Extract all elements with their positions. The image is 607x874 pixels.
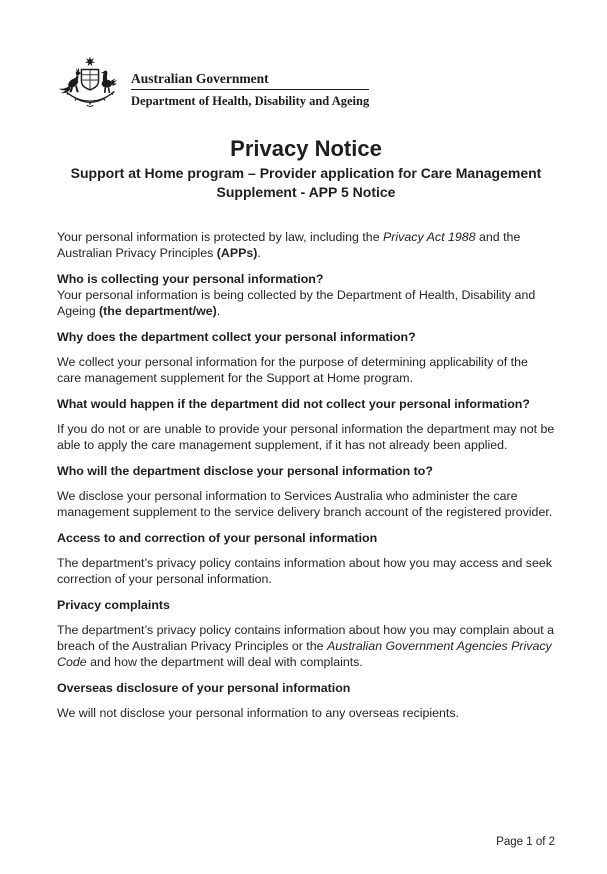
paragraph: Your personal information is protected by law, including the Privacy Act 1988 and the Australian Privacy Principles (APPs).	[57, 230, 521, 260]
government-header-text	[131, 55, 369, 108]
paragraph: Your personal information is being collected by the Department of Health, Disability and Ageing (the department/we).	[57, 288, 536, 318]
document-subtitle: Support at Home program – Provider application for Care Management Supplement - APP 5 Notice	[70, 165, 542, 200]
section-heading: Overseas disclosure of your personal information	[57, 681, 351, 695]
paragraph: We will not disclose your personal information to any overseas recipients.	[57, 706, 459, 720]
government-header	[57, 55, 555, 115]
department-name: Department of Health, Disability and Ageing	[131, 94, 370, 108]
paragraph: The department’s privacy policy contains information about how you may access and seek correction of your personal information.	[57, 556, 552, 586]
section-heading: Access to and correction of your personal information	[57, 531, 378, 545]
section-heading: Why does the department collect your personal information?	[57, 330, 416, 344]
page-number: Page 1 of 2	[496, 836, 555, 848]
section-heading: Privacy complaints	[57, 598, 170, 612]
section-heading: Who is collecting your personal information?	[57, 272, 324, 286]
portfolio-name: Australian Government	[131, 71, 269, 86]
paragraph: The department’s privacy policy contains information about how you may complain about a breach of the Australian Privacy Principles or the Australian Government Agencies Privacy Code and how the department will deal with complaints.	[57, 623, 555, 669]
paragraph: We collect your personal information for the purpose of determining applicability of the care management supplement for the Support at Home program.	[57, 355, 528, 385]
document-title: Privacy Notice	[230, 136, 382, 161]
paragraph: We disclose your personal information to Services Australia who administer the care management supplement to the service delivery branch account of the registered provider.	[57, 489, 553, 519]
australian-coat-of-arms-icon	[57, 55, 123, 113]
paragraph: If you do not or are unable to provide your personal information the department may not be able to apply the care management supplement, if it has not already been applied.	[57, 422, 555, 452]
document-body	[57, 229, 555, 721]
section-heading: Who will the department disclose your personal information to?	[57, 464, 433, 478]
header-divider	[131, 89, 369, 90]
section-heading: What would happen if the department did not collect your personal information?	[57, 397, 530, 411]
